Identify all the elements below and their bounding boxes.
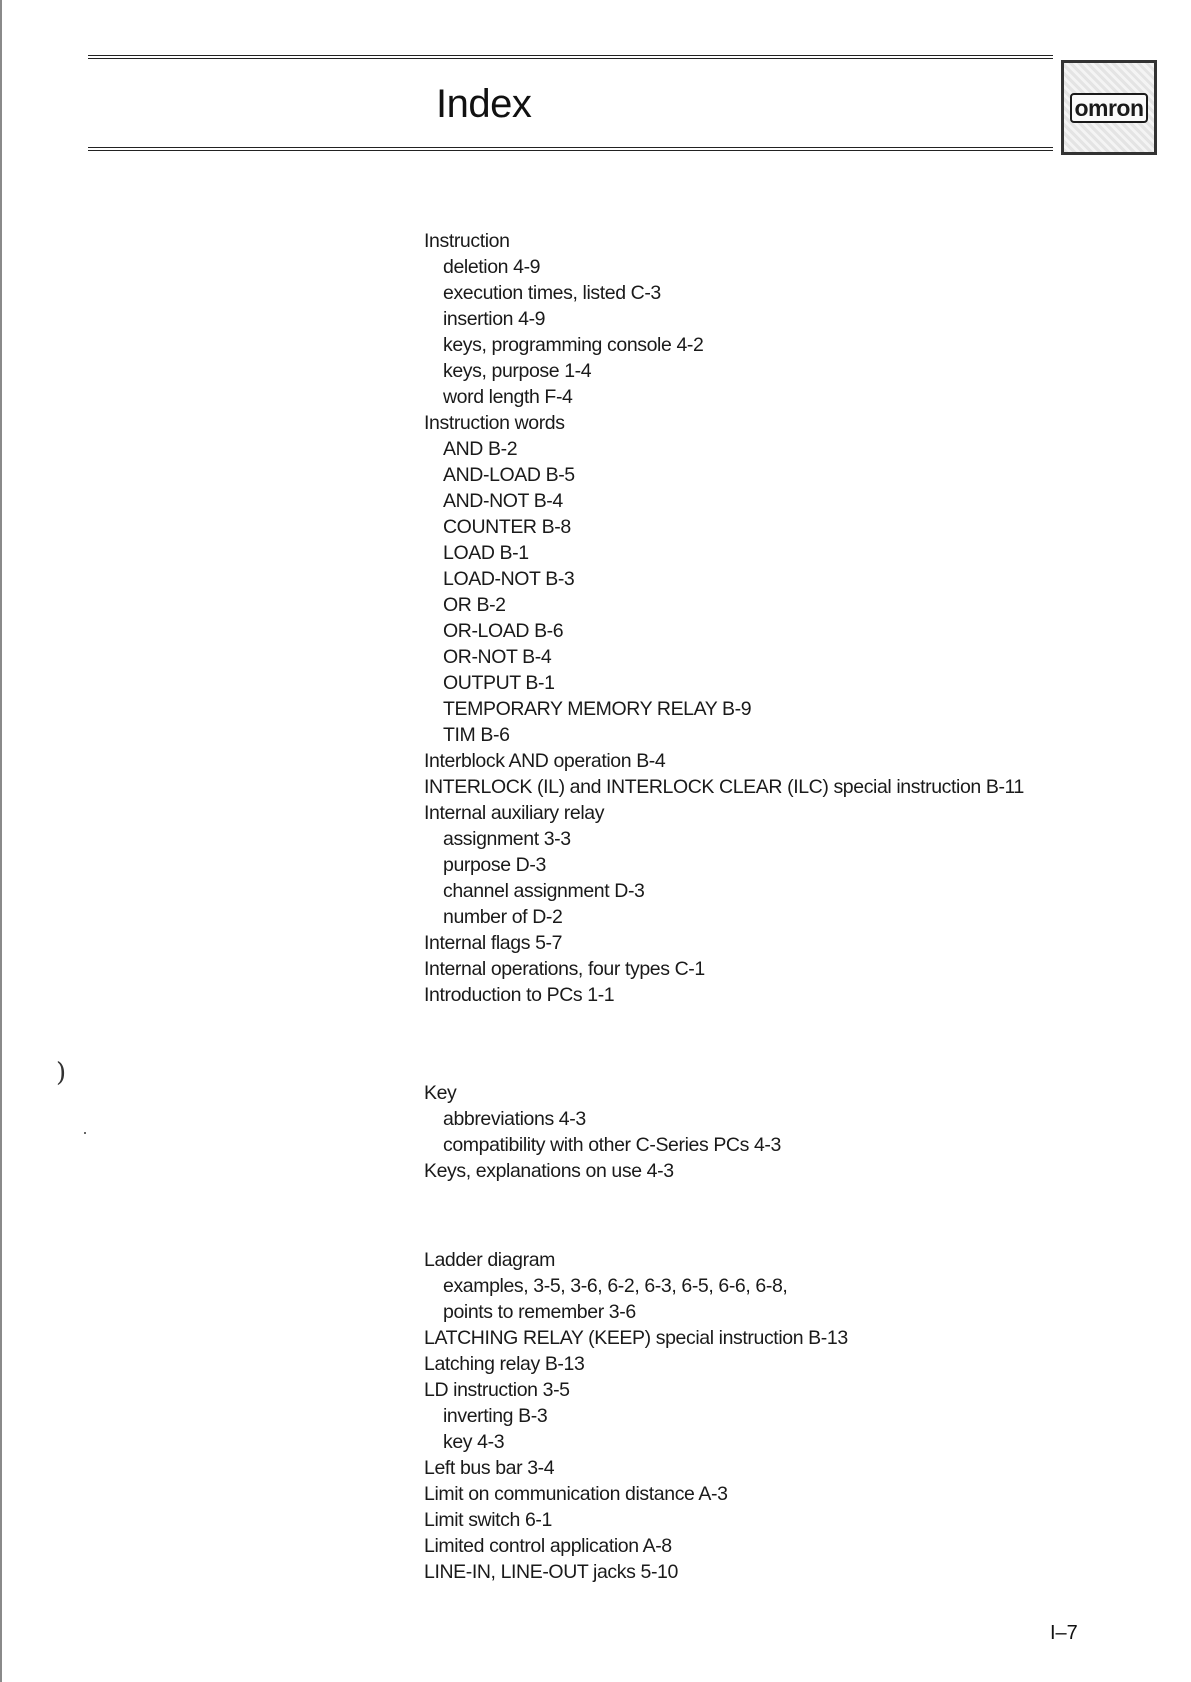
index-subentry: insertion 4-9	[443, 308, 546, 330]
page-number: I–7	[1050, 1622, 1078, 1644]
index-subentry: abbreviations 4-3	[443, 1108, 586, 1130]
index-entry: Limit switch 6-1	[424, 1509, 552, 1531]
index-entry: Introduction to PCs 1-1	[424, 984, 615, 1006]
index-subentry: OR B-2	[443, 594, 506, 616]
index-subentry: compatibility with other C-Series PCs 4-3	[443, 1134, 781, 1156]
index-entry: Key	[424, 1082, 457, 1104]
index-subentry: LOAD-NOT B-3	[443, 568, 575, 590]
index-subentry: word length F-4	[443, 386, 573, 408]
index-entry: LINE-IN, LINE-OUT jacks 5-10	[424, 1561, 678, 1583]
margin-paren-mark: )	[56, 1058, 67, 1088]
index-section-k	[424, 1080, 781, 1184]
index-subentry: OR-NOT B-4	[443, 646, 552, 668]
omron-logo	[1061, 60, 1157, 155]
index-subentry: AND-LOAD B-5	[443, 464, 575, 486]
index-entry: Internal flags 5-7	[424, 932, 563, 954]
index-subentry: number of D-2	[443, 906, 563, 928]
index-subentry: inverting B-3	[443, 1405, 548, 1427]
margin-dot-mark	[84, 1132, 86, 1134]
index-section-i	[424, 228, 1024, 1008]
index-subentry: deletion 4-9	[443, 256, 541, 278]
index-entry: LATCHING RELAY (KEEP) special instruction B-13	[424, 1327, 848, 1349]
index-subentry: OUTPUT B-1	[443, 672, 555, 694]
index-subentry: purpose D-3	[443, 854, 546, 876]
index-entry: Limit on communication distance A-3	[424, 1483, 728, 1505]
index-subentry: assignment 3-3	[443, 828, 571, 850]
index-entry: Interblock AND operation B-4	[424, 750, 666, 772]
index-subentry: COUNTER B-8	[443, 516, 571, 538]
index-subentry: points to remember 3-6	[443, 1301, 636, 1323]
index-entry: INTERLOCK (IL) and INTERLOCK CLEAR (ILC) special instruction B-11	[424, 776, 1024, 798]
index-subentry: TEMPORARY MEMORY RELAY B-9	[443, 698, 752, 720]
index-entry: LD instruction 3-5	[424, 1379, 570, 1401]
index-subentry: AND B-2	[443, 438, 518, 460]
index-subentry: keys, programming console 4-2	[443, 334, 704, 356]
index-subentry: LOAD B-1	[443, 542, 529, 564]
index-subentry: OR-LOAD B-6	[443, 620, 564, 642]
index-entry: Latching relay B-13	[424, 1353, 585, 1375]
index-subentry: key 4-3	[443, 1431, 505, 1453]
index-subentry: examples, 3-5, 3-6, 6-2, 6-3, 6-5, 6-6, 6-8,	[443, 1275, 788, 1297]
header-rule-bottom	[88, 147, 1053, 151]
index-subentry: execution times, listed C-3	[443, 282, 661, 304]
index-subentry: channel assignment D-3	[443, 880, 645, 902]
index-subentry: keys, purpose 1-4	[443, 360, 592, 382]
index-entry: Internal auxiliary relay	[424, 802, 605, 824]
index-subentry: AND-NOT B-4	[443, 490, 563, 512]
index-entry: Keys, explanations on use 4-3	[424, 1160, 674, 1182]
omron-logo-text: omron	[1070, 93, 1147, 123]
index-entry: Ladder diagram	[424, 1249, 555, 1271]
index-entry: Left bus bar 3-4	[424, 1457, 555, 1479]
page-title: Index	[436, 82, 532, 126]
index-section-l	[424, 1247, 848, 1585]
index-entry: Internal operations, four types C-1	[424, 958, 705, 980]
index-entry: Instruction words	[424, 412, 565, 434]
index-subentry: TIM B-6	[443, 724, 510, 746]
index-entry: Instruction	[424, 230, 510, 252]
header-rule-top	[88, 55, 1053, 59]
page-edge	[0, 0, 2, 1682]
index-entry: Limited control application A-8	[424, 1535, 672, 1557]
